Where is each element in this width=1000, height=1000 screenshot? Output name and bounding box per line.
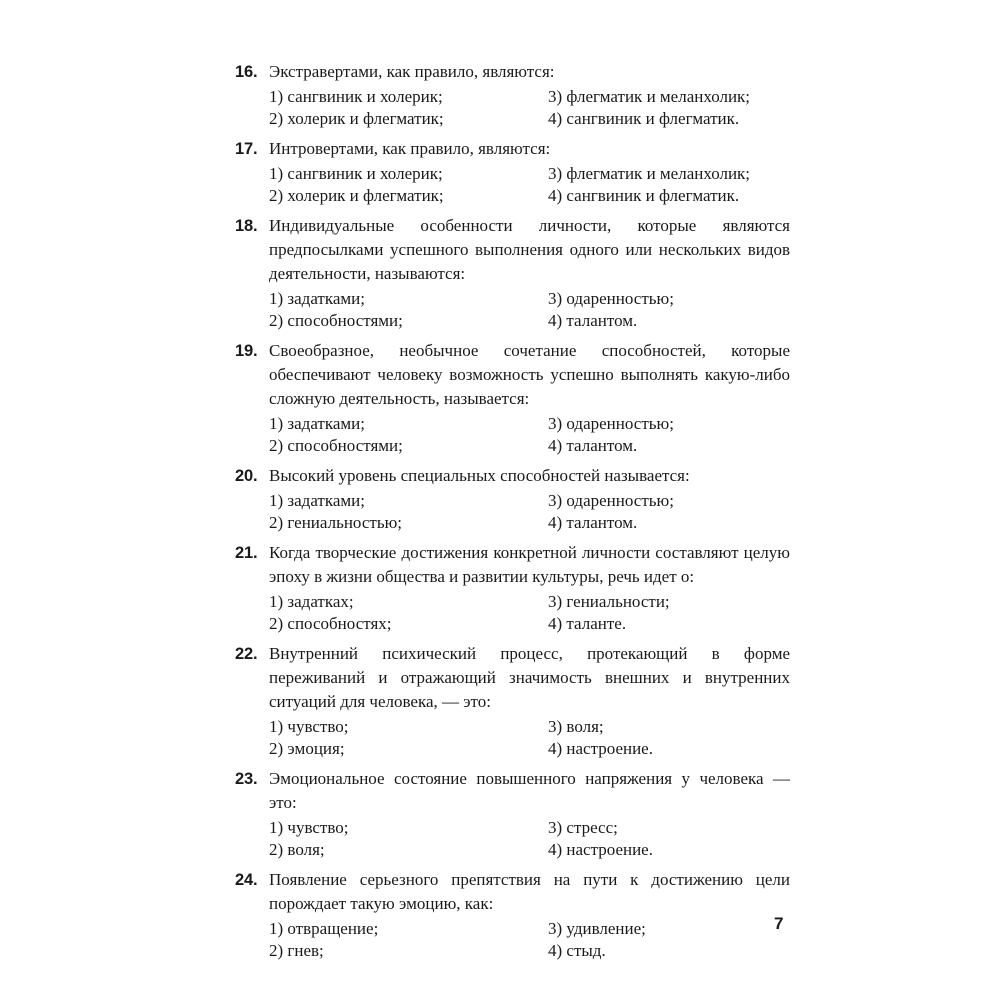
question-text: Экстравертами, как правило, являются:: [269, 62, 555, 81]
question-block: [235, 767, 790, 861]
answer-option: 4) талантом.: [548, 311, 638, 330]
answer-option: 4) таланте.: [548, 614, 627, 633]
answer-option: 3) гениальности;: [548, 592, 670, 611]
answer-options: [269, 490, 790, 534]
answer-options: [269, 918, 790, 962]
question-text: Когда творческие достижения конкретной личности составляют целую эпоху в жизни общества и развитии культуры, речь идет о:: [269, 543, 790, 586]
question-block: [235, 868, 790, 962]
answer-option: 2) воля;: [269, 840, 325, 859]
answer-option: 1) задатками;: [269, 491, 365, 510]
answer-option: 4) настроение.: [548, 840, 653, 859]
question-text: Появление серьезного препятствия на пути к достижению цели порождает такую эмоцию, как:: [269, 870, 790, 913]
answer-option: 4) сангвиник и флегматик.: [548, 109, 740, 128]
answer-option: 1) задатками;: [269, 414, 365, 433]
question-block: [235, 137, 790, 207]
question-text: Эмоциональное состояние повышенного напряжения у человека — это:: [269, 769, 790, 812]
answer-option: 1) чувство;: [269, 717, 349, 736]
answer-option: 4) сангвиник и флегматик.: [548, 186, 740, 205]
answer-option: 3) одаренностью;: [548, 289, 674, 308]
answer-option: 3) воля;: [548, 717, 604, 736]
page-number: 7: [774, 914, 784, 933]
answer-option: 2) холерик и флегматик;: [269, 109, 444, 128]
answer-option: 1) задатками;: [269, 289, 365, 308]
answer-option: 2) способностями;: [269, 311, 403, 330]
answer-option: 4) талантом.: [548, 436, 638, 455]
answer-option: 3) флегматик и меланхолик;: [548, 87, 751, 106]
answer-option: 2) гнев;: [269, 941, 324, 960]
answer-option: 3) стресс;: [548, 818, 618, 837]
answer-option: 4) талантом.: [548, 513, 638, 532]
question-number: 22.: [235, 645, 258, 663]
answer-option: 1) сангвиник и холерик;: [269, 87, 443, 106]
answer-option: 2) способностях;: [269, 614, 392, 633]
answer-option: 1) сангвиник и холерик;: [269, 164, 443, 183]
answer-option: 1) отвращение;: [269, 919, 379, 938]
question-text: Внутренний психический процесс, протекающий в форме переживаний и отражающий значимость внешних и внутренних ситуаций для человека, — это:: [269, 644, 790, 711]
question-number: 16.: [235, 63, 258, 81]
question-block: [235, 60, 790, 130]
answer-options: [269, 591, 790, 635]
answer-option: 2) гениальностью;: [269, 513, 403, 532]
answer-option: 2) эмоция;: [269, 739, 345, 758]
question-text: Интровертами, как правило, являются:: [269, 139, 551, 158]
answer-option: 3) флегматик и меланхолик;: [548, 164, 751, 183]
question-list: [235, 60, 790, 969]
answer-options: [269, 163, 790, 207]
question-number: 24.: [235, 871, 258, 889]
question-block: [235, 214, 790, 332]
answer-option: 4) настроение.: [548, 739, 653, 758]
question-block: [235, 339, 790, 457]
question-number: 18.: [235, 217, 258, 235]
question-block: [235, 642, 790, 760]
answer-option: 4) стыд.: [548, 941, 606, 960]
question-number: 23.: [235, 770, 258, 788]
question-number: 19.: [235, 342, 258, 360]
question-number: 20.: [235, 467, 258, 485]
question-number: 17.: [235, 140, 258, 158]
answer-option: 2) холерик и флегматик;: [269, 186, 444, 205]
answer-options: [269, 716, 790, 760]
question-text: Своеобразное, необычное сочетание способностей, которые обеспечивают человеку возможность успешно выполнять какую-либо сложную деятельность, называется:: [269, 341, 790, 408]
answer-options: [269, 86, 790, 130]
answer-option: 1) чувство;: [269, 818, 349, 837]
answer-option: 3) одаренностью;: [548, 414, 674, 433]
question-text: Высокий уровень специальных способностей называется:: [269, 466, 690, 485]
question-block: [235, 464, 790, 534]
question-number: 21.: [235, 544, 258, 562]
answer-options: [269, 817, 790, 861]
answer-option: 2) способностями;: [269, 436, 403, 455]
answer-option: 3) удивление;: [548, 919, 646, 938]
answer-options: [269, 288, 790, 332]
question-text: Индивидуальные особенности личности, которые являются предпосылками успешного выполнения одного или нескольких видов деятельности, называются:: [269, 216, 790, 283]
answer-option: 3) одаренностью;: [548, 491, 674, 510]
question-block: [235, 541, 790, 635]
answer-options: [269, 413, 790, 457]
answer-option: 1) задатках;: [269, 592, 354, 611]
